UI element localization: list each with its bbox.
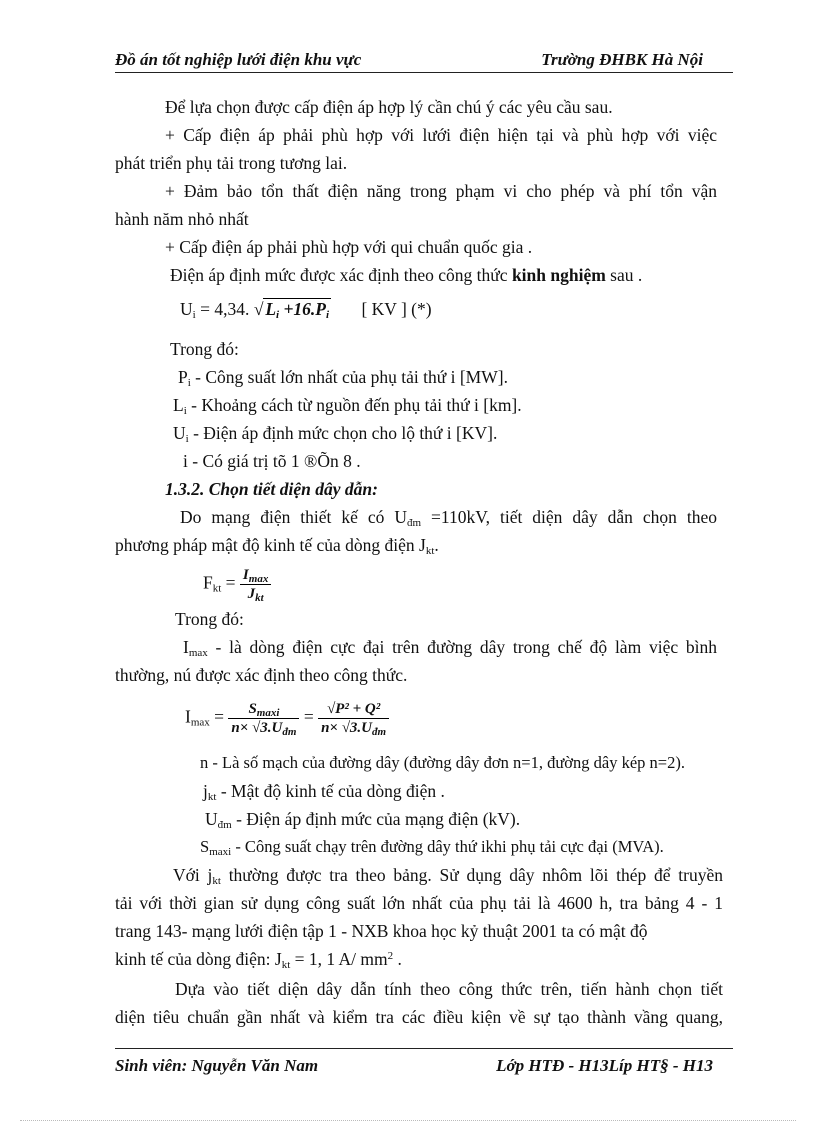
voltage-formula: $U_i = 4,34$. √ $L_i +16.P_i$ [ KV ] (*) (180, 299, 432, 321)
section-heading: 1.3.2. Chọn tiết diện dây dẫn: (165, 479, 378, 499)
paragraph-line: + Đảm bảo tổn thất điện năng trong phạm vi cho phép và phí tổn vận (165, 181, 717, 201)
paragraph-line: thường, nú được xác định theo công thức. (115, 665, 408, 685)
paragraph-line: Để lựa chọn được cấp điện áp hợp lý cần chú ý các yêu cầu sau. (165, 97, 613, 117)
page-edge-divider (20, 1120, 796, 1121)
definition-line: $U_i$ - Điện áp định mức chọn cho lộ thứ i [KV]. (173, 423, 498, 445)
definition-line: $U_{đm}$ - Điện áp định mức của mạng điện (kV). (205, 809, 521, 831)
paragraph-line: $I_{max}$ - là dòng điện cực đại trên đường dây trong chế độ làm việc bình (183, 637, 717, 659)
paragraph-line: Điện áp định mức được xác định theo công thức kinh nghiệm sau . (170, 265, 643, 285)
imax-formula: $I_{max}$ = $\frac{S_{maxi}}{n\times √3.U_{đm}}$ = $\frac{\text{√P² + Q²}}{n\times √3.U_{đm}}$ (185, 700, 389, 737)
page-footer (115, 1048, 733, 1077)
paragraph-line: diện tiêu chuẩn gần nhất và kiểm tra các điều kiện về sự tạo thành vầng quang, (115, 1007, 723, 1027)
where-label: Trong đó: (175, 609, 244, 629)
footer-student: Sinh viên: Nguyễn Văn Nam (115, 1056, 319, 1075)
definition-line: n - Là số mạch của đường dây (đường dây đơn n=1, đường dây kép n=2). (200, 753, 685, 772)
paragraph-line: hành năm nhỏ nhất (115, 209, 249, 229)
header-university: Trường ĐHBK Hà Nội (541, 50, 703, 69)
definition-line: i - Có giá trị tõ 1 ®Õn 8 . (183, 451, 361, 471)
page-header (115, 48, 733, 73)
paragraph-line: Với $j_{kt}$ thường được tra theo bảng. Sử dụng dây nhôm lõi thép để truyền (173, 865, 723, 887)
definition-line: $P_i$ - Công suất lớn nhất của phụ tải thứ i [MW]. (178, 367, 508, 389)
paragraph-line: phát triển phụ tải trong tương lai. (115, 153, 348, 173)
definition-line: $S_{maxi}$ - Công suất chạy trên đường dây thứ ikhi phụ tải cực đại (MVA). (200, 837, 664, 858)
paragraph-line: Dựa vào tiết diện dây dẫn tính theo công thức trên, tiến hành chọn tiết (175, 979, 723, 999)
footer-class: Lớp HTĐ - H13Líp HT§ - H13 (496, 1056, 713, 1075)
where-label: Trong đó: (170, 339, 239, 359)
paragraph-line: + Cấp điện áp phải phù hợp với qui chuẩn quốc gia . (165, 237, 533, 257)
paragraph-line: tải với thời gian sử dụng công suất lớn nhất của phụ tải là 4600 h, tra bảng 4 - 1 (115, 893, 723, 913)
paragraph-line: + Cấp điện áp phải phù hợp với lưới điện hiện tại và phù hợp với việc (165, 125, 717, 145)
paragraph-line: phương pháp mật độ kinh tế của dòng điện $J_{kt}$. (115, 535, 439, 557)
paragraph-line: trang 143- mạng lưới điện tập 1 - NXB khoa học kỷ thuật 2001 ta có mật độ (115, 921, 648, 941)
definition-line: $j_{kt}$ - Mật độ kinh tế của dòng điện . (203, 781, 445, 803)
definition-line: $L_i$ - Khoảng cách từ nguồn đến phụ tải thứ i [km]. (173, 395, 522, 417)
header-doc-title: Đồ án tốt nghiệp lưới điện khu vực (115, 50, 362, 69)
fkt-formula: $F_{kt}$ = $\frac{I_{max}}{J_{kt}}$ (203, 566, 271, 603)
paragraph-line: kinh tế của dòng điện: $J_{kt} = 1$, 1 A/ $mm^2$ . (115, 949, 402, 971)
paragraph-line: Do mạng điện thiết kế có $U_{đm} =110kV$, tiết diện dây dẫn chọn theo (180, 507, 717, 529)
